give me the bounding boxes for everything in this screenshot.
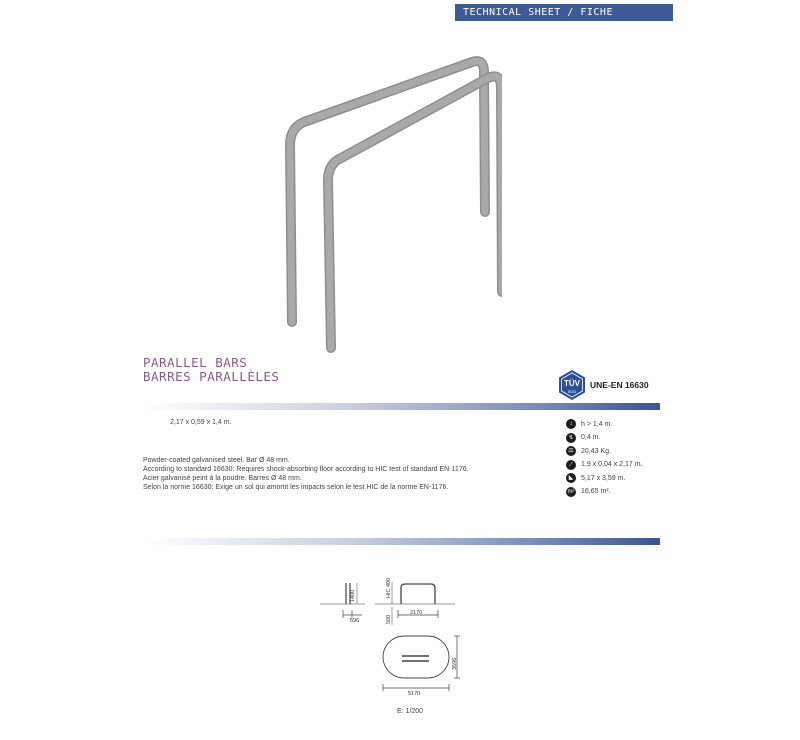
tuv-logo-sub: SÜD — [567, 389, 577, 394]
side-height-label: 1400 — [350, 589, 356, 602]
spec-value: 16,65 m². — [581, 488, 611, 496]
spec-value: h > 1,4 m. — [581, 420, 613, 428]
description-line: According to standard 16630: Requires shock-absorbing floor according to HIC test of standard EN-1176. — [143, 466, 469, 473]
product-title-fr: BARRES PARALLÈLES — [143, 369, 280, 384]
surface-area-icon: m² — [567, 488, 575, 495]
front-width-label: 2170 — [410, 610, 423, 616]
tuv-logo-text: TÜV — [564, 379, 580, 388]
safety-area-icon: ◣ — [566, 473, 576, 483]
product-title-en: PARALLEL BARS — [143, 355, 248, 370]
description-line: Powder-coated galvanised steel. Bar Ø 48 mm. — [143, 457, 290, 464]
header-label: TECHNICAL SHEET / FICHE TECHNIQUE — [463, 7, 613, 35]
fall-height-icon: ↕ — [566, 419, 576, 429]
weight-icon: ⚖ — [566, 446, 576, 456]
plan-depth-label: 3596 — [452, 657, 458, 670]
spec-value: 0,4 m. — [581, 434, 601, 442]
drawing-scale: E: 1/200 — [397, 708, 424, 715]
spec-value: 20,43 Kg. — [581, 447, 611, 455]
front-hic-label: HIC 400 — [386, 577, 392, 598]
product-dimensions: 2,17 x 0,59 x 1,4 m. — [170, 419, 232, 426]
size-icon: ⟋ — [566, 460, 576, 470]
certification-standard: UNE-EN 16630 — [590, 380, 649, 390]
side-width-label: 596 — [350, 618, 360, 624]
front-base-label: 500 — [386, 614, 392, 624]
description-line: Acier galvanisé peint à la poudre. Barres Ø 48 mm. — [143, 475, 302, 482]
spec-value: 1,9 x 0,04 x 2,17 m. — [581, 461, 643, 469]
spec-value: 5,17 x 3,59 m. — [581, 474, 626, 482]
free-fall-icon: ↯ — [566, 433, 576, 443]
description-line: Selon la norme 16630: Exige un sol qui amortit les impacts selon le test HIC de la norme EN-1176. — [143, 484, 449, 491]
plan-width-label: 5170 — [408, 691, 421, 697]
